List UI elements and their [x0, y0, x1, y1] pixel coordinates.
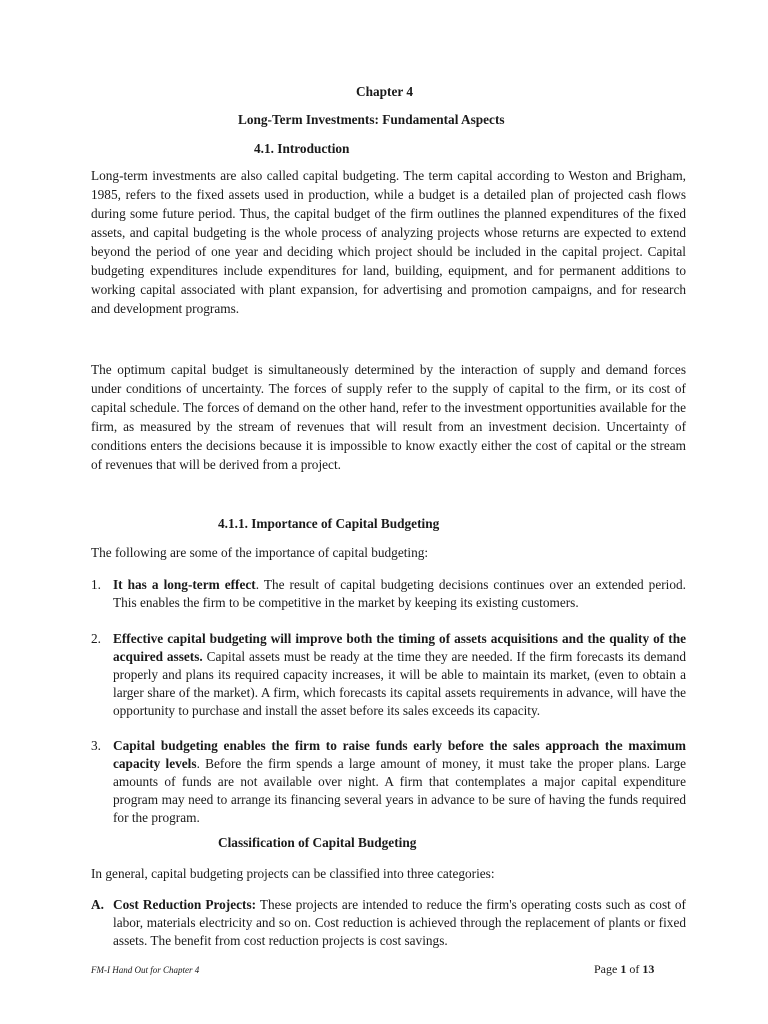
list-marker: 2.	[91, 631, 101, 646]
section-heading-importance: 4.1.1. Importance of Capital Budgeting	[218, 516, 440, 531]
intro-paragraph-1: Long-term investments are also called capital budgeting. The term capital according to Weston and Brigham, 1985, refers to the fixed assets used in production, while a budget is a detailed plan of projected cash flows during some future period. Thus, the capital budget of the firm outlines the planned expenditures of the fixed assets, and capital budgeting is the whole process of analyzing projects whose returns are expected to extend beyond the period of one year and deciding which project should be included in the capital project. Capital budgeting expenditures include expenditures for land, building, equipment, and for permanent additions to working capital associated with plant expansion, for advertising and promotion campaigns, and for research and development programs.	[91, 168, 686, 316]
list-marker: 1.	[91, 577, 101, 592]
list-marker: A.	[91, 897, 104, 912]
chapter-subtitle: Long-Term Investments: Fundamental Aspects	[238, 112, 505, 127]
list-item-text: Capital assets must be ready at the time they are needed. If the firm forecasts its demand properly and plans its required capacity increases, it will be able to maintain its market, (even to obtain a larger share of the market). A firm, which forecasts its capital assets requirements in advance, will have the opportunity to purchase and install the asset before its sales exceeds its capacity.	[113, 649, 686, 718]
list-marker: 3.	[91, 738, 101, 753]
list-item-text: . Before the firm spends a large amount of money, it must take the proper plans. Large amounts of funds are not available over night. A firm that contemplates a major capital expenditure program may need to arrange its financing several years in advance to be sure of having the funds required for the program.	[113, 756, 687, 825]
importance-lead: The following are some of the importance of capital budgeting:	[91, 545, 429, 560]
list-item-text: These projects are intended to reduce the firm's operating costs such as cost of labor, materials electricity and so on. Cost reduction is achieved through the replacement of plants or fixed assets. The benefit from cost reduction projects is cost savings.	[113, 897, 686, 948]
footer-handout-label: FM-I Hand Out for Chapter 4	[91, 965, 200, 975]
page-of: of	[626, 962, 643, 976]
list-item	[91, 576, 686, 612]
section-heading-classification: Classification of Capital Budgeting	[218, 835, 417, 850]
list-item	[91, 630, 686, 720]
list-item-bold: It has a long-term effect	[113, 577, 256, 592]
page-current: 1	[620, 962, 627, 976]
list-item-bold: Capital budgeting enables the firm to raise funds early before the sales approach the maximum capacity levels	[113, 738, 686, 771]
page-total: 13	[642, 962, 655, 976]
list-item	[91, 737, 686, 827]
section-heading-introduction: 4.1. Introduction	[254, 141, 350, 156]
page-word: Page	[594, 962, 621, 976]
list-item-text: . The result of capital budgeting decisions continues over an extended period. This enables the firm to be competitive in the market by keeping its existing customers.	[113, 577, 686, 610]
chapter-title: Chapter 4	[356, 84, 414, 99]
list-item-bold: Effective capital budgeting will improve both the timing of assets acquisitions and the quality of the acquired assets.	[113, 631, 686, 664]
intro-paragraph-2: The optimum capital budget is simultaneously determined by the interaction of supply and demand forces under conditions of uncertainty. The forces of supply refer to the supply of capital to the firm, or its cost of capital schedule. The forces of demand on the other hand, refer to the investment opportunities available for the firm, as measured by the stream of revenues that will result from an investment decision. Uncertainty of conditions enters the decisions because it is impossible to know exactly either the cost of capital or the stream of revenues that will be derived from a project.	[91, 362, 686, 472]
page-number	[594, 962, 654, 977]
list-item	[91, 896, 686, 950]
classification-lead: In general, capital budgeting projects can be classified into three categories:	[91, 866, 495, 881]
list-item-bold: Cost Reduction Projects:	[113, 897, 257, 912]
